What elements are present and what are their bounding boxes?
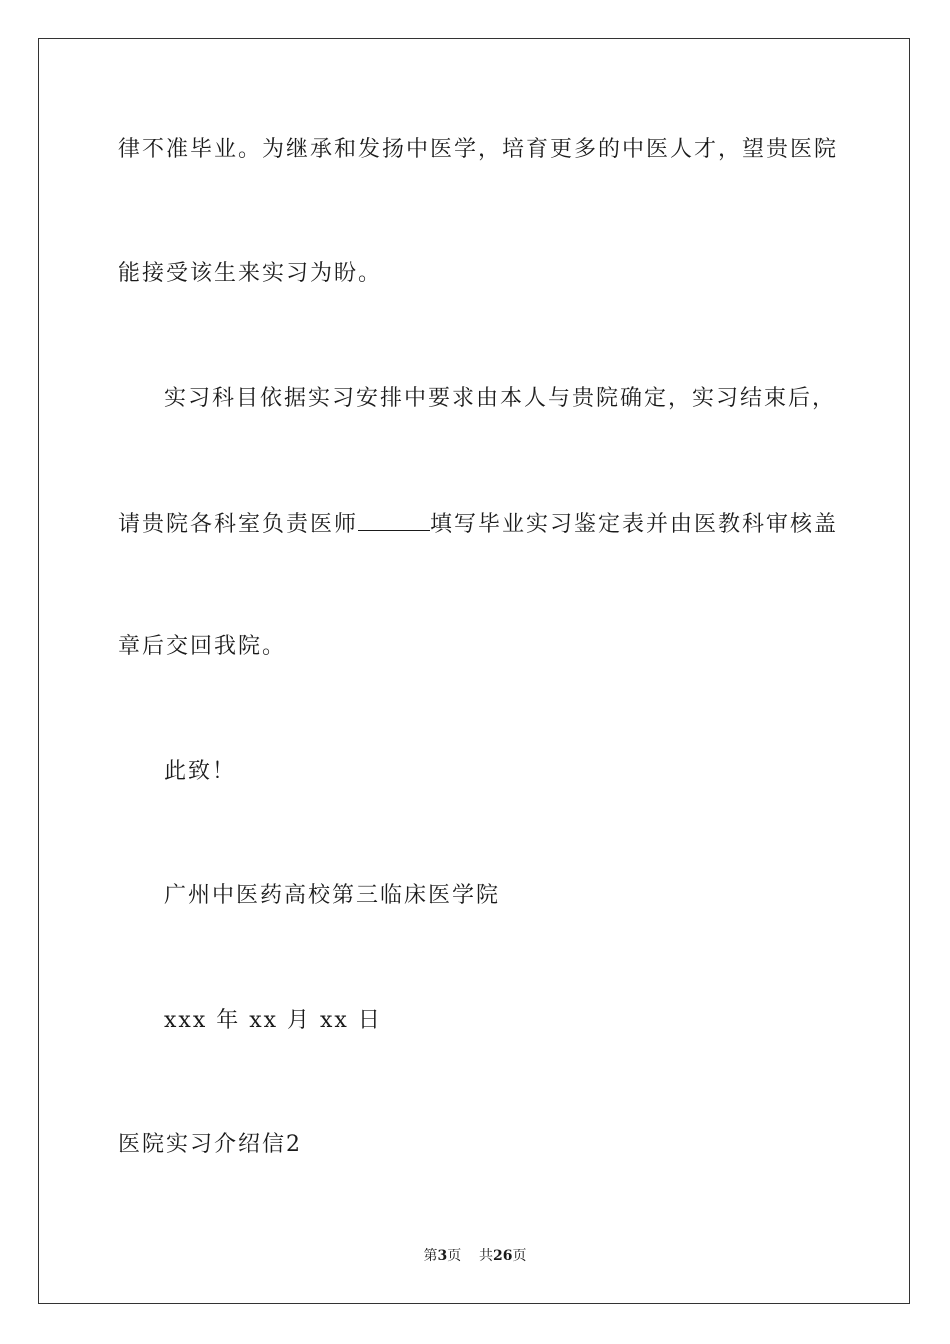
text-after-blank: 填写毕业实习鉴定表并由医教科审核盖 [430, 512, 839, 537]
paragraph-line: 章后交回我院。 [118, 634, 287, 659]
page-border [38, 38, 910, 1304]
total-prefix: 共 [479, 1248, 494, 1264]
page-prefix: 第 [423, 1248, 438, 1264]
letter-date: xxx 年 xx 月 xx 日 [164, 1008, 382, 1033]
paragraph-line-with-blank [118, 508, 838, 540]
paragraph-line: 律不准毕业。为继承和发扬中医学，培育更多的中医人才，望贵医院 [118, 137, 839, 162]
page-suffix: 页 [447, 1248, 462, 1264]
page-footer [0, 1246, 950, 1266]
paragraph-line: 实习科目依据实习安排中要求由本人与贵院确定，实习结束后， [164, 386, 837, 411]
institution-name: 广州中医药高校第三临床医学院 [164, 883, 501, 908]
salutation: 此致！ [164, 759, 237, 784]
text-before-blank: 请贵院各科室负责医师 [118, 512, 359, 537]
total-pages: 26 [493, 1248, 513, 1264]
total-suffix: 页 [512, 1248, 527, 1264]
fill-in-blank [358, 508, 430, 531]
paragraph-line: 能接受该生来实习为盼。 [118, 261, 383, 286]
page-number: 3 [437, 1248, 448, 1264]
section-title: 医院实习介绍信2 [118, 1132, 302, 1157]
